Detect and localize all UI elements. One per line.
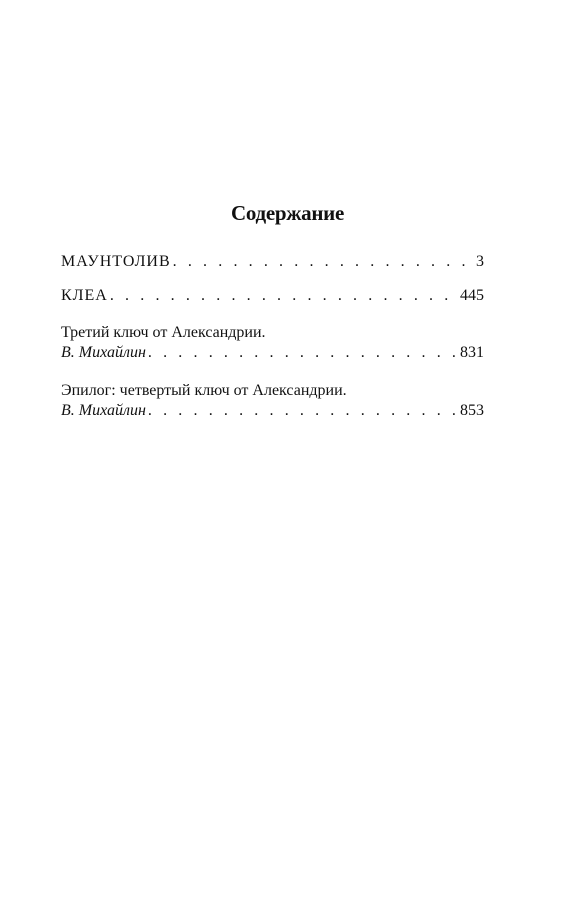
dot-leader [108,286,460,306]
toc-entry-title: Эпилог: четвертый ключ от Александрии. [61,382,347,399]
toc-entry-epilogue [61,381,484,421]
toc-entry-mountolive [61,252,484,272]
toc-entry-page: 3 [476,253,484,270]
table-of-contents [61,252,484,421]
toc-entry-clea [61,286,484,306]
toc-entry-label: КЛЕА [61,287,108,304]
toc-entry-third-key [61,323,484,363]
dot-leader [146,343,460,363]
toc-entry-author: В. Михайлин [61,344,146,361]
dot-leader [146,401,460,421]
toc-entry-label: МАУНТОЛИВ [61,253,171,270]
toc-entry-title: Третий ключ от Александрии. [61,324,266,341]
toc-title: Содержание [231,201,344,225]
toc-entry-page: 853 [460,402,484,419]
dot-leader [171,252,476,272]
toc-entry-page: 445 [460,287,484,304]
toc-entry-page: 831 [460,344,484,361]
toc-entry-author: В. Михайлин [61,402,146,419]
